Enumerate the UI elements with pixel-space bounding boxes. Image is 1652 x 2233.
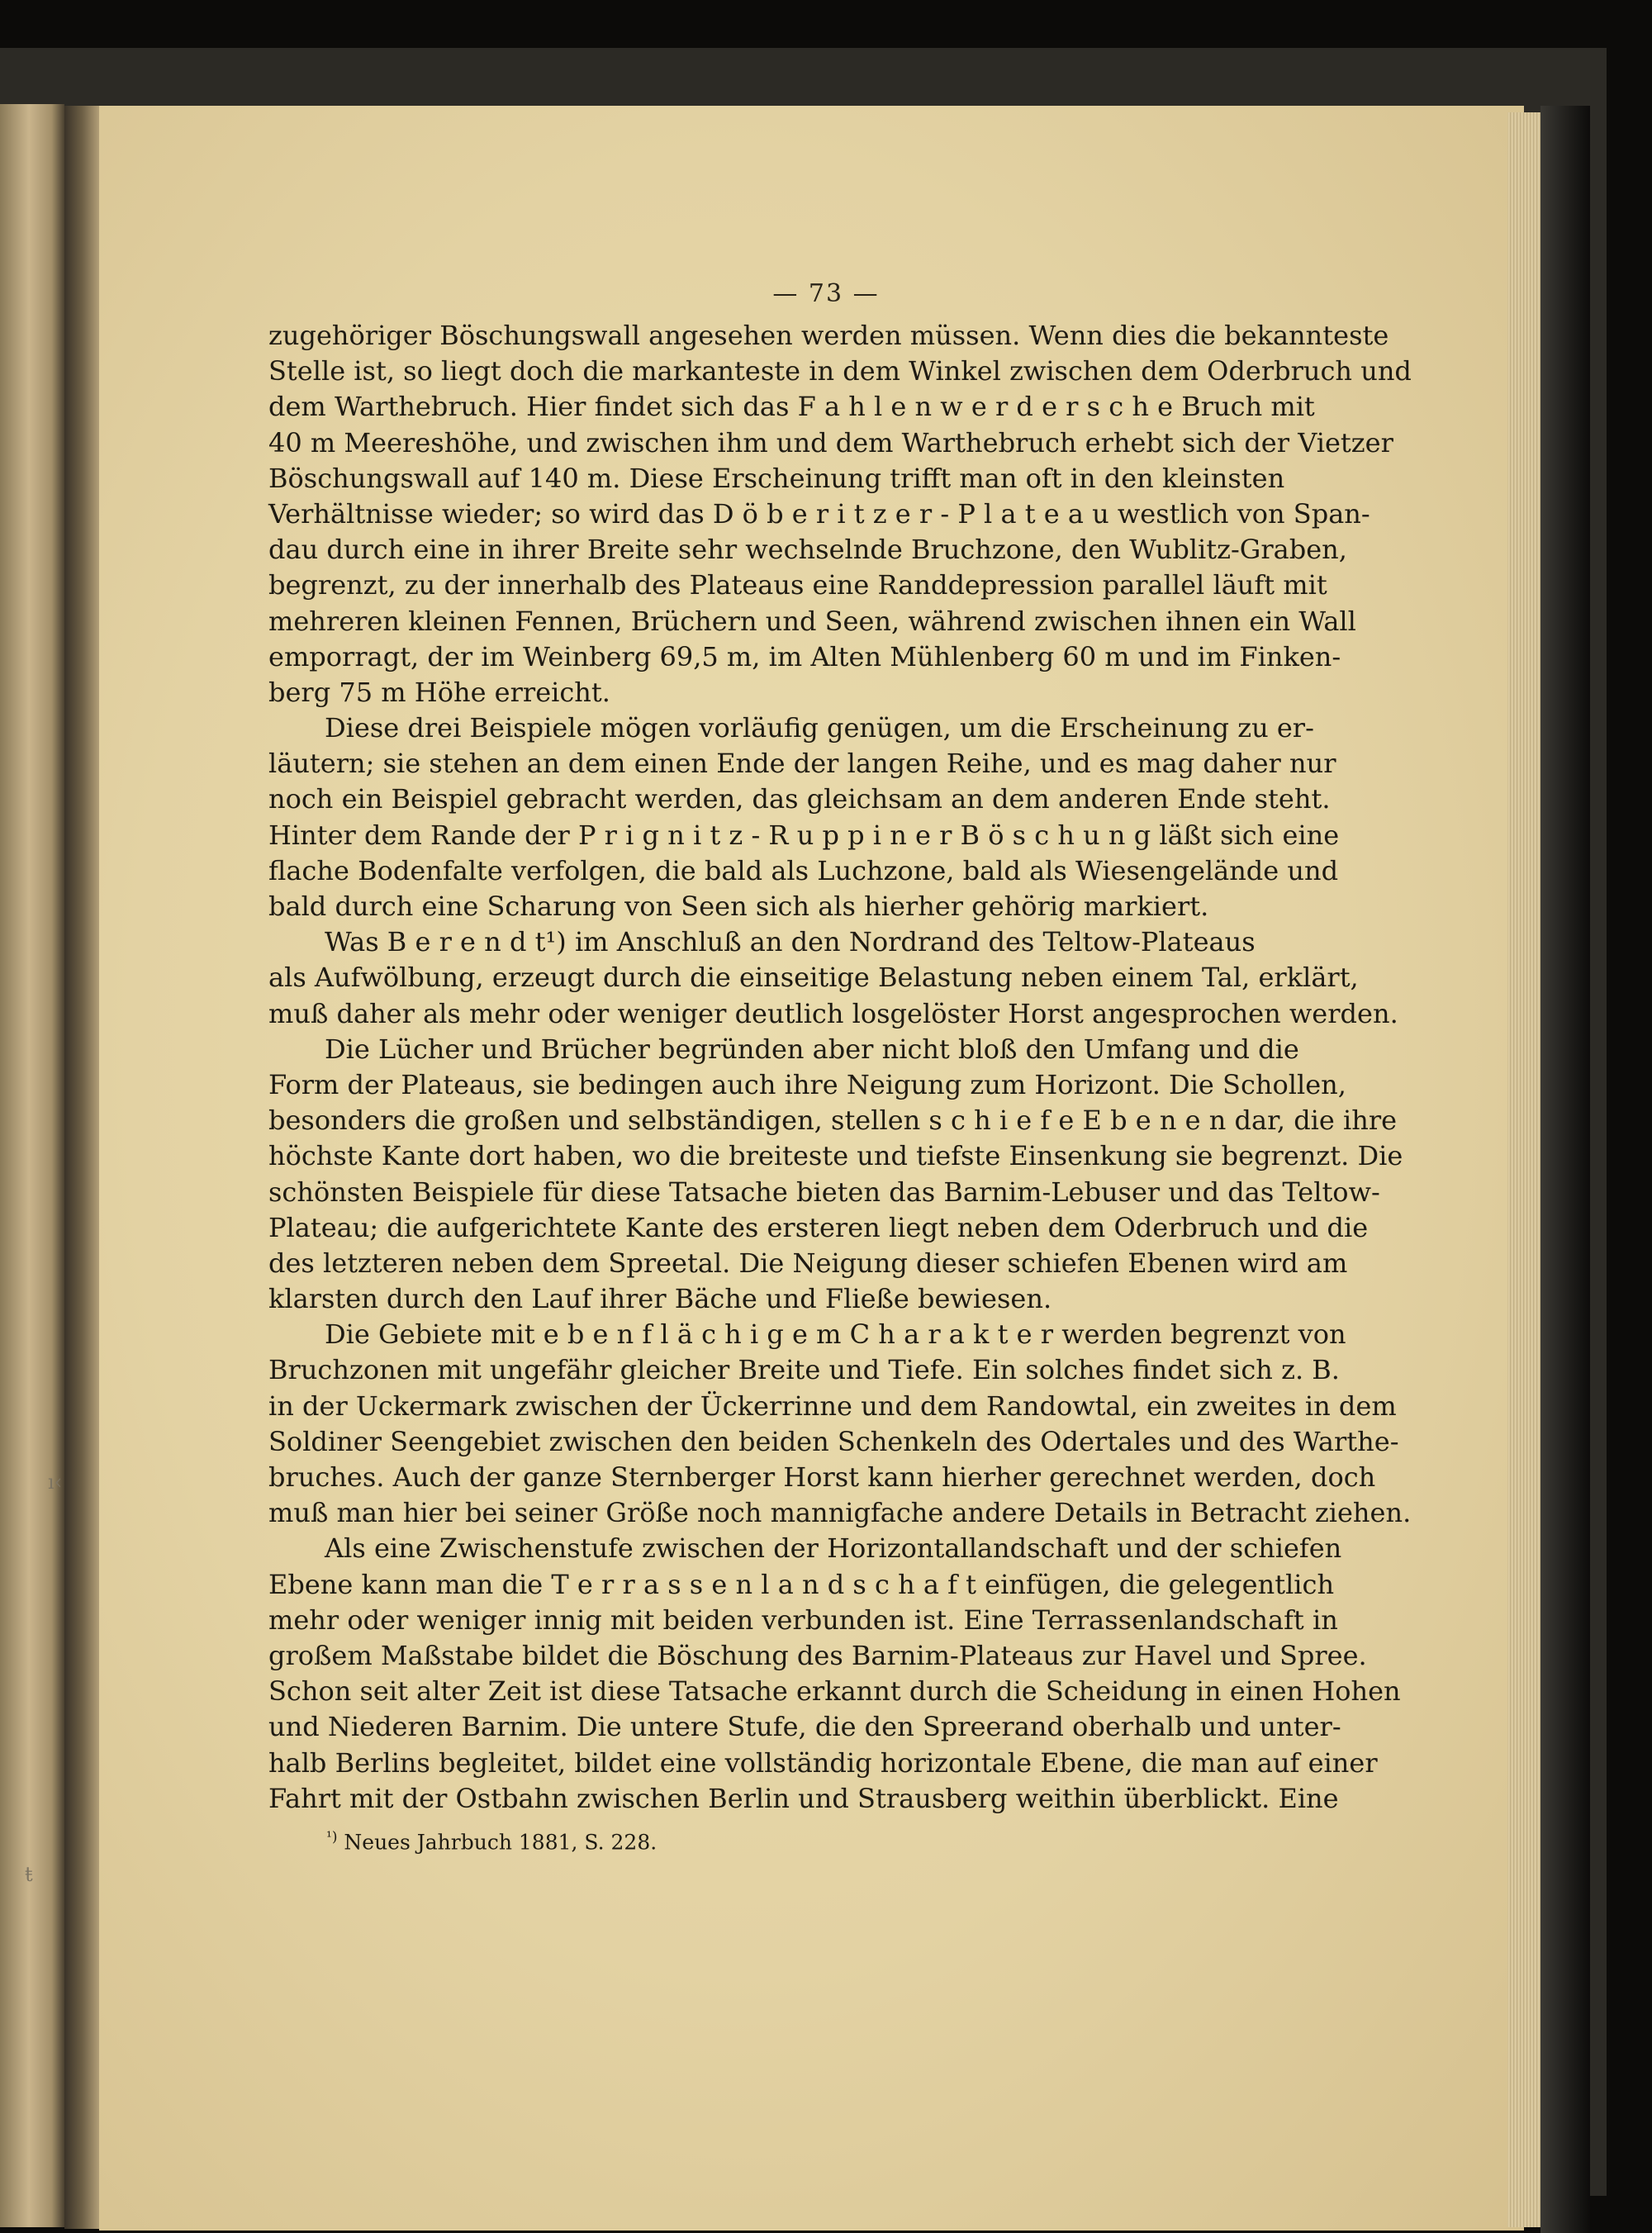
text-line: halb Berlins begleitet, bildet eine vollständig horizontale Ebene, die man auf einer — [268, 1746, 1378, 1779]
left-page-edge — [0, 104, 64, 2227]
text-line: und Niederen Barnim. Die untere Stufe, die den Spreerand oberhalb und unter- — [268, 1711, 1341, 1743]
text-line: begrenzt, zu der innerhalb des Plateaus eine Randdepression parallel läuft mit — [268, 569, 1327, 601]
text-line: besonders die großen und selbständigen, stellen s c h i e f e E b e n e n dar, die ihre — [268, 1105, 1398, 1137]
text-line: Was B e r e n d t¹) im Anschluß an den Nordrand des Teltow-Plateaus — [325, 926, 1256, 958]
text-line: Hinter dem Rande der P r i g n i t z - R u p p i n e r B ö s c h u n g läßt sich eine — [268, 819, 1340, 851]
text-line: bald durch eine Scharung von Seen sich als hierher gehörig markiert. — [268, 891, 1209, 922]
text-line: Als eine Zwischenstufe zwischen der Horizontallandschaft und der schiefen — [325, 1532, 1342, 1565]
footnote — [326, 1829, 657, 1854]
text-line: 40 m Meereshöhe, und zwischen ihm und dem Warthebruch erhebt sich der Vietzer — [268, 426, 1393, 458]
text-line: noch ein Beispiel gebracht werden, das gleichsam an dem anderen Ende steht. — [268, 783, 1331, 815]
text-line: schönsten Beispiele für diese Tatsache bieten das Barnim-Lebuser und das Teltow- — [268, 1176, 1380, 1208]
text-line: emporragt, der im Weinberg 69,5 m, im Alten Mühlenberg 60 m und im Finken- — [268, 640, 1341, 672]
text-line: bruches. Auch der ganze Sternberger Horst kann hierher gerechnet werden, doch — [268, 1461, 1376, 1493]
text-line: Fahrt mit der Ostbahn zwischen Berlin und Strausberg weithin überblickt. Eine — [268, 1782, 1339, 1814]
book-gutter — [64, 106, 101, 2229]
text-line: mehreren kleinen Fennen, Brüchern und Seen, während zwischen ihnen ein Wall — [268, 605, 1356, 637]
footnote-text: Neues Jahrbuch 1881, S. 228. — [344, 1830, 657, 1855]
text-line: Böschungswall auf 140 m. Diese Erscheinung trifft man oft in den kleinsten — [268, 462, 1285, 494]
page-number: — 73 — — [772, 279, 880, 308]
margin-mark: ŧ — [25, 1863, 33, 1886]
text-line: höchste Kante dort haben, wo die breiteste und tiefste Einsenkung sie begrenzt. Die — [268, 1140, 1403, 1172]
text-line: Stelle ist, so liegt doch die markanteste in dem Winkel zwischen dem Oderbruch und — [268, 355, 1412, 387]
text-line: mehr oder weniger innig mit beiden verbunden ist. Eine Terrassenlandschaft in — [268, 1603, 1338, 1636]
text-line: Plateau; die aufgerichtete Kante des ersteren liegt neben dem Oderbruch und die — [268, 1211, 1369, 1243]
text-line: Soldiner Seengebiet zwischen den beiden Schenkeln des Odertales und des Warthe- — [268, 1425, 1399, 1457]
text-line: muß daher als mehr oder weniger deutlich losgelöster Horst angesprochen werden. — [268, 997, 1398, 1029]
text-line: großem Maßstabe bildet die Böschung des Barnim-Plateaus zur Havel und Spree. — [268, 1639, 1367, 1671]
text-line: Schon seit alter Zeit ist diese Tatsache erkannt durch die Scheidung in einen Hohen — [268, 1675, 1401, 1708]
text-line: läutern; sie stehen an dem einen Ende der langen Reihe, und es mag daher nur — [268, 748, 1336, 780]
text-line: Bruchzonen mit ungefähr gleicher Breite und Tiefe. Ein solches findet sich z. B. — [268, 1354, 1340, 1386]
text-line: Die Gebiete mit e b e n f l ä c h i g e m C h a r a k t e r werden begrenzt von — [325, 1318, 1346, 1351]
text-line: berg 75 m Höhe erreicht. — [268, 676, 610, 708]
margin-mark: ı‹ — [48, 1470, 63, 1494]
text-line: dau durch eine in ihrer Breite sehr wechselnde Bruchzone, den Wublitz-Graben, — [268, 534, 1347, 566]
text-line: als Aufwölbung, erzeugt durch die einseitige Belastung neben einem Tal, erklärt, — [268, 962, 1359, 994]
text-line: Die Lücher und Brücher begründen aber nicht bloß den Umfang und die — [325, 1033, 1299, 1065]
body-text — [268, 318, 1412, 1817]
text-line: Ebene kann man die T e r r a s s e n l a n d s c h a f t einfügen, die gelegentlich — [268, 1568, 1335, 1600]
text-line: dem Warthebruch. Hier findet sich das F a h l e n w e r d e r s c h e Bruch mit — [268, 391, 1315, 423]
text-line: zugehöriger Böschungswall angesehen werden müssen. Wenn dies die bekannteste — [268, 320, 1389, 351]
text-line: des letzteren neben dem Spreetal. Die Neigung dieser schiefen Ebenen wird am — [268, 1247, 1348, 1279]
page-stack-edges — [1507, 112, 1540, 2227]
book-cover-edge — [1540, 106, 1590, 2233]
text-line: klarsten durch den Lauf ihrer Bäche und Fließe bewiesen. — [268, 1283, 1052, 1315]
text-line: Form der Plateaus, sie bedingen auch ihre Neigung zum Horizont. Die Schollen, — [268, 1068, 1346, 1100]
text-line: muß man hier bei seiner Größe noch mannigfache andere Details in Betracht ziehen. — [268, 1497, 1412, 1529]
text-line: flache Bodenfalte verfolgen, die bald als Luchzone, bald als Wiesengelände und — [268, 854, 1339, 886]
footnote-marker: ¹) — [326, 1829, 338, 1846]
text-line: Verhältnisse wieder; so wird das D ö b e r i t z e r - P l a t e a u westlich von Span- — [268, 497, 1370, 530]
text-line: in der Uckermark zwischen der Ückerrinne und dem Randowtal, ein zweites in dem — [268, 1390, 1397, 1422]
text-line: Diese drei Beispiele mögen vorläufig genügen, um die Erscheinung zu er- — [325, 712, 1314, 744]
